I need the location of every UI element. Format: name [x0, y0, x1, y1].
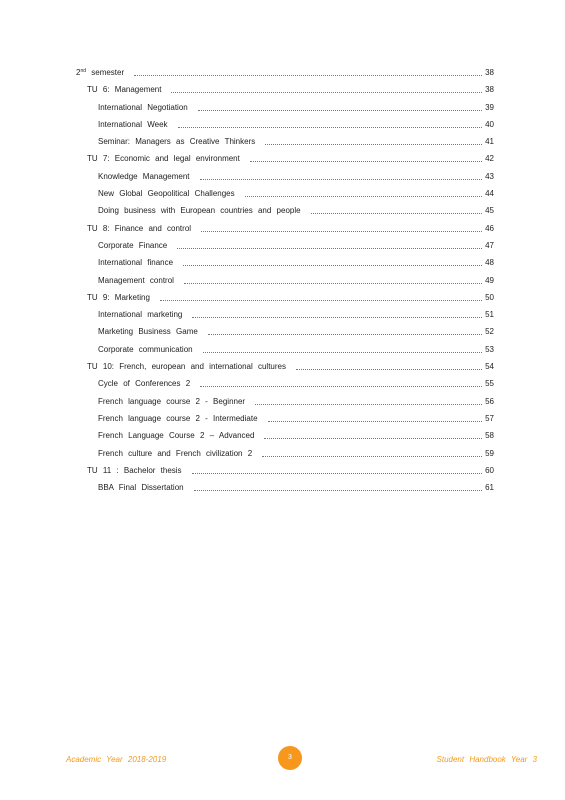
- toc-entry-page: 53: [485, 344, 494, 354]
- toc-entry-label: Knowledge Management: [98, 171, 190, 181]
- toc-entry-page: 38: [485, 68, 494, 77]
- toc-dot-leader: [296, 369, 482, 370]
- toc-dot-leader: [203, 352, 482, 353]
- toc-entry[interactable]: [76, 188, 496, 205]
- toc-entry-label: TU 11 : Bachelor thesis: [87, 465, 182, 475]
- toc-entry[interactable]: [76, 482, 496, 499]
- toc-entry-label: New Global Geopolitical Challenges: [98, 189, 235, 199]
- toc-entry-label: French culture and French civilization 2: [98, 448, 253, 458]
- toc-dot-leader: [192, 317, 482, 318]
- toc-dot-leader: [264, 438, 482, 439]
- toc-entry-page: 46: [485, 223, 494, 233]
- toc-entry[interactable]: [76, 430, 496, 447]
- toc-entry-page: 59: [485, 448, 494, 458]
- toc-entry[interactable]: [76, 292, 496, 309]
- toc-entry-page: 56: [485, 396, 494, 406]
- toc-entry-label: French language course 2 - Intermediate: [98, 413, 258, 423]
- toc-entry-page: 42: [485, 154, 494, 164]
- toc-entry-page: 47: [485, 240, 494, 250]
- toc-entry[interactable]: [76, 448, 496, 465]
- toc-dot-leader: [198, 110, 482, 111]
- toc-dot-leader: [262, 456, 482, 457]
- toc-entry-label: French language course 2 - Beginner: [98, 396, 246, 406]
- toc-entry-label: International Negotiation: [98, 102, 188, 112]
- toc-dot-leader: [160, 300, 482, 301]
- toc-entry-label: Management control: [98, 275, 174, 285]
- page-number-badge: 3: [278, 746, 302, 770]
- toc-dot-leader: [184, 283, 482, 284]
- toc-entry-label: International Week: [98, 119, 168, 129]
- toc-dot-leader: [255, 404, 482, 405]
- toc-entry-label: French Language Course 2 – Advanced: [98, 431, 255, 441]
- toc-dot-leader: [265, 144, 482, 145]
- toc-entry[interactable]: [76, 84, 496, 101]
- toc-entry-label: TU 7: Economic and legal environment: [87, 154, 240, 164]
- toc-entry-page: 52: [485, 327, 494, 337]
- toc-entry-label: Doing business with European countries and people: [98, 206, 301, 216]
- toc-entry[interactable]: [76, 378, 496, 395]
- toc-entry[interactable]: [76, 136, 496, 153]
- toc-dot-leader: [201, 231, 482, 232]
- toc-entry-page: 44: [485, 189, 494, 199]
- toc-entry-label: International marketing: [98, 310, 183, 320]
- toc-entry-page: 60: [485, 465, 494, 475]
- toc-dot-leader: [208, 334, 482, 335]
- toc-dot-leader: [200, 386, 482, 387]
- toc-entry-page: 41: [485, 137, 494, 147]
- toc-entry-label: TU 8: Finance and control: [87, 223, 192, 233]
- toc-entry-page: 54: [485, 362, 494, 372]
- toc-entry[interactable]: [76, 240, 496, 257]
- toc-dot-leader: [183, 265, 482, 266]
- toc-entry-label: Corporate Finance: [98, 240, 168, 250]
- toc-entry-page: 45: [485, 206, 494, 216]
- toc-entry[interactable]: [76, 119, 496, 136]
- toc-entry[interactable]: [76, 275, 496, 292]
- toc-entry-page: 57: [485, 413, 494, 423]
- toc-entry[interactable]: [76, 171, 496, 188]
- toc-entry[interactable]: [76, 326, 496, 343]
- toc-dot-leader: [134, 75, 482, 76]
- toc-dot-leader: [194, 490, 482, 491]
- toc-dot-leader: [192, 473, 482, 474]
- toc-entry-page: 61: [485, 483, 494, 493]
- toc-entry-label: Seminar: Managers as Creative Thinkers: [98, 137, 256, 147]
- toc-entry-label: BBA Final Dissertation: [98, 483, 184, 493]
- toc-entry-page: 39: [485, 102, 494, 112]
- toc-dot-leader: [250, 161, 482, 162]
- ordinal-suffix: nd: [80, 68, 87, 74]
- toc-dot-leader: [178, 127, 482, 128]
- toc-entry-page: 55: [485, 379, 494, 389]
- toc-dot-leader: [245, 196, 482, 197]
- toc-entry-label: TU 9: Marketing: [87, 292, 150, 302]
- toc-entry[interactable]: [76, 67, 496, 84]
- footer-academic-year: Academic Year 2018-2019: [66, 755, 167, 764]
- table-of-contents: [76, 67, 496, 499]
- toc-entry-label: 2nd semester: [76, 68, 125, 77]
- toc-entry-page: 50: [485, 292, 494, 302]
- toc-entry[interactable]: [76, 205, 496, 222]
- toc-entry-page: 38: [485, 85, 494, 95]
- toc-entry[interactable]: [76, 223, 496, 240]
- toc-entry[interactable]: [76, 361, 496, 378]
- toc-entry-label: TU 6: Management: [87, 85, 162, 95]
- toc-entry-page: 51: [485, 310, 494, 320]
- toc-entry[interactable]: [76, 465, 496, 482]
- toc-dot-leader: [177, 248, 482, 249]
- footer-handbook-title: Student Handbook Year 3: [436, 755, 537, 764]
- toc-dot-leader: [200, 179, 482, 180]
- toc-entry-label: TU 10: French, european and international cultures: [87, 362, 286, 372]
- toc-entry[interactable]: [76, 344, 496, 361]
- toc-entry[interactable]: [76, 396, 496, 413]
- toc-entry-label: Marketing Business Game: [98, 327, 198, 337]
- toc-dot-leader: [268, 421, 482, 422]
- toc-entry-page: 40: [485, 119, 494, 129]
- toc-entry[interactable]: [76, 102, 496, 119]
- toc-entry-page: 58: [485, 431, 494, 441]
- toc-entry-label: International finance: [98, 258, 174, 268]
- toc-entry[interactable]: [76, 309, 496, 326]
- toc-entry-page: 43: [485, 171, 494, 181]
- toc-entry-label: Cycle of Conferences 2: [98, 379, 191, 389]
- toc-entry[interactable]: [76, 413, 496, 430]
- toc-entry[interactable]: [76, 257, 496, 274]
- toc-entry-page: 48: [485, 258, 494, 268]
- toc-entry-label: Corporate communication: [98, 344, 193, 354]
- toc-dot-leader: [171, 92, 482, 93]
- toc-entry-page: 49: [485, 275, 494, 285]
- toc-entry[interactable]: [76, 153, 496, 170]
- toc-dot-leader: [311, 213, 482, 214]
